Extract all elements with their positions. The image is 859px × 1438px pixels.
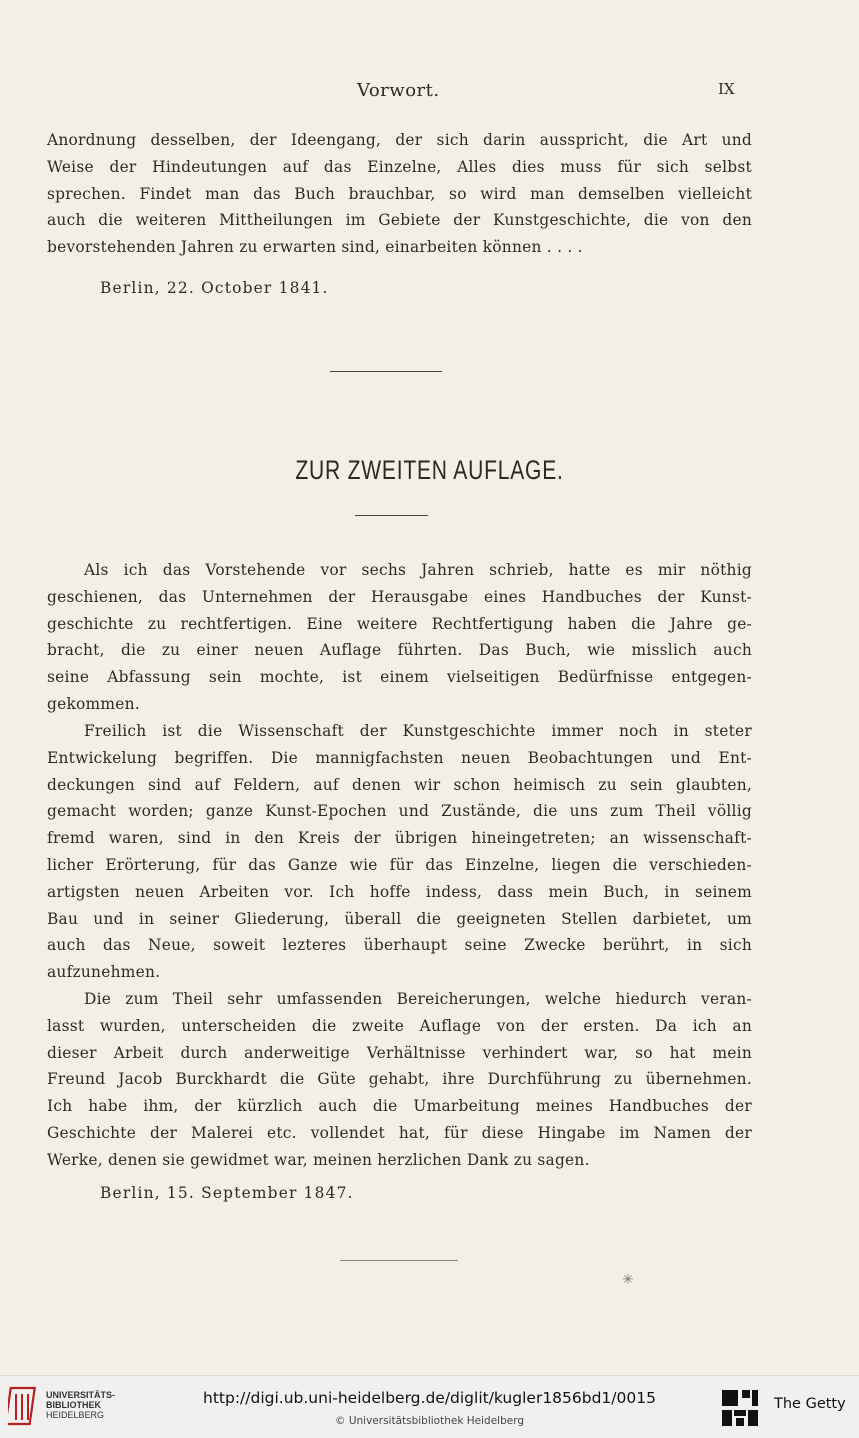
text-line: bevorstehenden Jahren zu erwarten sind, einarbeiten können . . . . [47,238,583,257]
text-line: gemacht worden; ganze Kunst-Epochen und Zustände, die uns zum Theil völlig [47,802,752,821]
text-line: seine Abfassung sein mochte, ist einem vielseitigen Bedürfnisse entgegen- [47,668,752,687]
text-line: lasst wurden, unterscheiden die zweite Auflage von der ersten. Da ich an [47,1016,752,1035]
library-name-line: BIBLIOTHEK [46,1400,101,1410]
text-line: geschienen, das Unternehmen der Herausgabe eines Handbuches der Kunst- [47,587,752,606]
page-number: IX [718,80,735,98]
copyright-notice: © Universitätsbibliothek Heidelberg [334,1415,524,1427]
text-line: sprechen. Findet man das Buch brauchbar, so wird man demselben vielleicht [47,184,752,203]
text-line: Anordnung desselben, der Ideengang, der sich darin ausspricht, die Art und [47,131,752,149]
text-line: deckungen sind auf Feldern, auf denen wir schon heimisch zu sein glaubten, [47,775,752,794]
dateline-1841: Berlin, 22. October 1841. [100,279,329,297]
dateline-1847: Berlin, 15. September 1847. [100,1184,354,1202]
text-line: Bau und in seiner Gliederung, überall die geeigneten Stellen darbietet, um [47,909,752,928]
second-edition-paragraph-2 [47,718,752,986]
text-line: Als ich das Vorstehende vor sechs Jahren schrieb, hatte es mir nöthig [84,561,752,579]
text-line: dieser Arbeit durch anderweitige Verhältnisse verhindert war, so hat mein [47,1043,752,1062]
section-divider [330,371,442,372]
text-line: Geschichte der Malerei etc. vollendet hat, für diese Hingabe im Namen der [47,1123,752,1142]
text-line: Weise der Hindeutungen auf das Einzelne, Alles dies muss für sich selbst [47,157,752,176]
library-name-line: HEIDELBERG [46,1410,105,1420]
permalink-url[interactable]: http://digi.ub.uni-heidelberg.de/diglit/kugler1856bd1/0015 [203,1389,656,1407]
text-line: artigsten neuen Arbeiten vor. Ich hoffe indess, dass mein Buch, in seinem [47,882,752,901]
viewer-footer [0,1375,859,1438]
text-line: Werke, denen sie gewidmet war, meinen herzlichen Dank zu sagen. [47,1150,590,1169]
library-name-line: UNIVERSITÄTS- [46,1390,116,1400]
preface-closing-paragraph [47,127,752,261]
text-line: Entwickelung begriffen. Die mannigfachsten neuen Beobachtungen und Ent- [47,748,752,767]
closing-divider [340,1260,458,1261]
text-line: auch die weiteren Mittheilungen im Gebiete der Kunstgeschichte, die von den [47,211,752,230]
text-line: bracht, die zu einer neuen Auflage führten. Das Buch, wie misslich auch [47,641,752,660]
text-line: gekommen. [47,694,140,713]
running-head-title: Vorwort. [357,80,440,101]
asterisk-ornament-icon: ✳ [622,1272,634,1288]
second-edition-paragraph-1 [47,557,752,718]
heading-underline [355,515,428,516]
section-heading: ZUR ZWEITEN AUFLAGE. [295,455,564,485]
text-line: geschichte zu rechtfertigen. Eine weitere Rechtfertigung haben die Jahre ge- [47,614,752,633]
text-line: fremd waren, sind in den Kreis der übrigen hineingetreten; an wissenschaft- [47,829,752,848]
text-line: auch das Neue, soweit lezteres überhaupt seine Zwecke berührt, in sich [47,936,752,955]
text-line: aufzunehmen. [47,963,161,982]
partner-name: The Getty [774,1396,846,1412]
text-line: licher Erörterung, für das Ganze wie für das Einzelne, liegen die verschieden- [47,855,752,874]
second-edition-paragraph-3 [47,986,752,1174]
text-line: Freilich ist die Wissenschaft der Kunstgeschichte immer noch in steter [84,722,752,740]
getty-logo-icon [720,1388,760,1428]
text-line: Ich habe ihm, der kürzlich auch die Umarbeitung meines Handbuches der [47,1097,752,1116]
text-line: Die zum Theil sehr umfassenden Bereicherungen, welche hiedurch veran- [84,990,752,1008]
text-line: Freund Jacob Burckhardt die Güte gehabt, ihre Durchführung zu übernehmen. [47,1070,752,1089]
